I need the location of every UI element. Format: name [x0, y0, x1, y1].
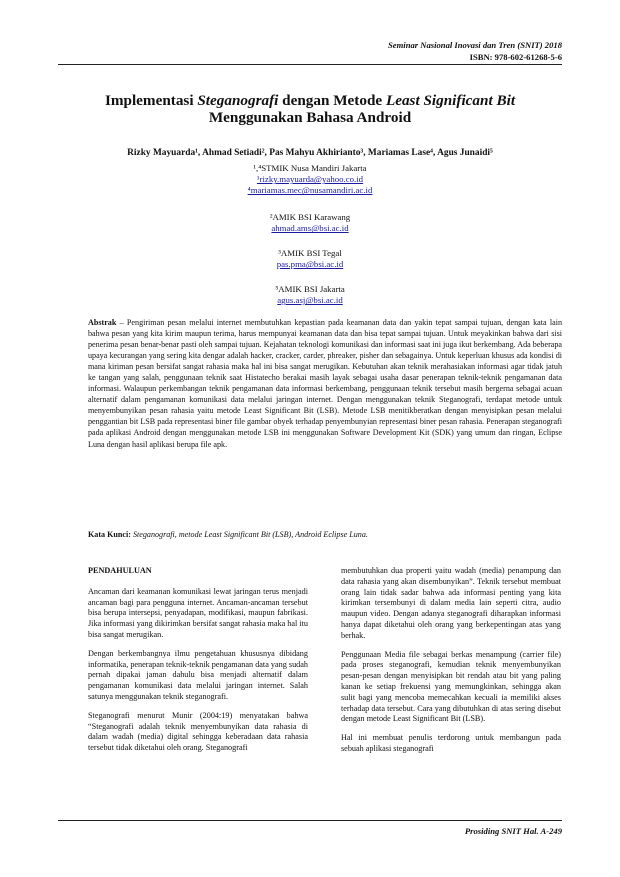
body-paragraph: Steganografi menurut Munir (2004:19) menyatakan bahwa “Steganografi adalah teknik menyembunyikan data rahasia di dalam wadah (media) digital sehingga keberadaan data rahasia tersebut tidak diketahui oleh orang. Steganografi	[88, 710, 308, 753]
affiliation-institution: ³AMIK BSI Tegal	[278, 248, 342, 258]
header-rule	[58, 64, 562, 65]
affiliation-3	[100, 248, 520, 270]
body-paragraph: Hal ini membuat penulis terdorong untuk membangun pada sebuah aplikasi steganografi	[341, 733, 561, 753]
section-title: PENDAHULUAN	[88, 566, 152, 575]
affiliation-institution: ¹,⁴STMIK Nusa Mandiri Jakarta	[253, 163, 367, 173]
affiliation-email[interactable]: agus.asj@bsi.ac.id	[277, 295, 343, 306]
body-paragraph: Ancaman dari keamanan komunikasi lewat jaringan terus menjadi ancaman bagi para pengguna internet. Ancaman-ancaman tersebut bisa berupa intersepsi, penyadapan, modifikasi, maupun fabrikasi. Jika informasi yang dikirimkan bersifat sangat rahasia maka hal itu bisa sangat merugikan.	[88, 586, 308, 639]
affiliation-institution: ²AMIK BSI Karawang	[269, 212, 351, 222]
affiliation-4	[100, 284, 520, 306]
title-part-italic: Least Significant Bit	[385, 92, 516, 109]
abstract-label: Abstrak	[88, 318, 117, 327]
affiliation-email[interactable]: ahmad.ams@bsi.ac.id	[271, 223, 349, 234]
affiliation-email[interactable]: ⁴mariamas.mec@nusamandiri.ac.id	[247, 185, 373, 196]
affiliation-email[interactable]: ¹rizky.mayuarda@yahoo.co.id	[256, 174, 364, 185]
paper-title	[70, 92, 550, 126]
title-part: dengan Metode	[278, 92, 386, 109]
body-paragraph: membutuhkan dua properti yaitu wadah (media) penampung dan data rahasia yang akan disembunyikan”. Teknik tersebut membuat orang lain tidak sadar bahwa ada informasi penting yang kita kirimkan tersembunyi di dalam media lain seperti citra, audio maupun video. Dengan adanya steganografi diharapkan informasi hanya dapat diketahui oleh orang yang berkepentingan atas yang berhak.	[341, 566, 561, 640]
title-line-2: Menggunakan Bahasa Android	[208, 109, 412, 126]
page-footer: Prosiding SNIT Hal. A-249	[464, 826, 562, 836]
affiliation-2	[100, 212, 520, 234]
conference-header: Seminar Nasional Inovasi dan Tren (SNIT) 2018	[388, 40, 562, 50]
body-column-right	[341, 566, 561, 763]
affiliation-1	[100, 163, 520, 197]
affiliation-institution: ⁵AMIK BSI Jakarta	[275, 284, 345, 294]
body-paragraph: Dengan berkembangnya ilmu pengetahuan khususnya dibidang informatika, penerapan teknik-teknik pengamanan data yang sudah pernah dipakai jaman dahulu bisa menjadi alternatif dalam pengamanan komunikasi data melalui jaringan internet. Salah satunya menggunakan teknik steganografi.	[88, 648, 308, 701]
isbn-header: ISBN: 978-602-61268-5-6	[469, 52, 562, 62]
footer-rule	[58, 820, 562, 821]
keywords-label: Kata Kunci:	[88, 530, 131, 539]
abstract	[88, 317, 562, 450]
body-column-left	[88, 566, 308, 762]
title-part-italic: Steganografi	[197, 92, 279, 109]
keywords-text: Steganografi, metode Least Significant Bit (LSB), Android Eclipse Luna.	[130, 530, 368, 539]
title-part: Implementasi	[104, 92, 198, 109]
body-paragraph: Penggunaan Media file sebagai berkas menampung (carrier file) pada proses steganografi, kemudian teknik menyembunyikan pesan-pesan dengan menyisipkan bit rendah atau bit yang paling kanan ke setiap frekuensi yang memungkinkan, sehingga akan sulit bagi yang mencoba memecahkan kecuali ia memiliki akses terhadap data tersebut. Cara yang dibutuhkan di atas sering disebut dengan metode Least Significant Bit (LSB).	[341, 649, 561, 724]
keywords	[88, 529, 562, 540]
author-list: Rizky Mayuarda¹, Ahmad Setiadi², Pas Mahyu Akhirianto³, Mariamas Lase⁴, Agus Junaidi⁵	[127, 148, 493, 158]
abstract-text: – Pengiriman pesan melalui internet membutuhkan kepastian pada keamanan data dan yakin tepat sampai tujuan, dengan kata lain bahwa pesan yang kita kirim maupun terima, harus mempunyai keamanan data dan bisa tepat sampai tujuan. Untuk meyakinkan bahwa dari sisi penerima pesan benar-benar pasti oleh sampai tujuan. Kejahatan teknologi komunikasi dan informasi saat ini juga ikut berkembang. Ada beberapa upaya kecurangan yang sering kita dengar adalah hacker, cracker, carder, phreaker, pisher dan sebagainya. Untuk keperluan khusus ada kondisi di mana kiriman pesan bersifat sangat rahasia maka hal ini bisa sangat merugikan. Kebutuhan akan teknik merahasiakan informasi agar tidak jatuh ke tangan yang salah, penggunaan teknik saat Histatecho berakai masih layak sebagai usaha dasar penerapan teknik-teknik pengamanan data informasi. Walaupun perkembangan teknik pengamanan data informasi berkembang, penggunaan teknik tersebut masih bergerna sebagai acuan alternatif dalam pengamanan komunikasi data melalui jaringan internet. Dengan menggunakan teknik Steganografi, terdapat metode untuk menyembunyikan pesan rahasia yaitu metode Least Significant Bit (LSB). Metode LSB menitikberatkan dengan menyisipkan pesan melalui penggantian bit LSB pada representasi biner file gambar obyek terhadap penyembunyian representasi biner pesan rahasia. Penerapan steganografi pada aplikasi Android dengan menggunakan metode LSB ini menggunakan Software Development Kit (SDK) yang umum dan ringan, Eclipse Luna dengan hasil aplikasi berupa file apk.	[88, 318, 562, 449]
affiliation-email[interactable]: pas.pma@bsi.ac.id	[276, 259, 344, 270]
